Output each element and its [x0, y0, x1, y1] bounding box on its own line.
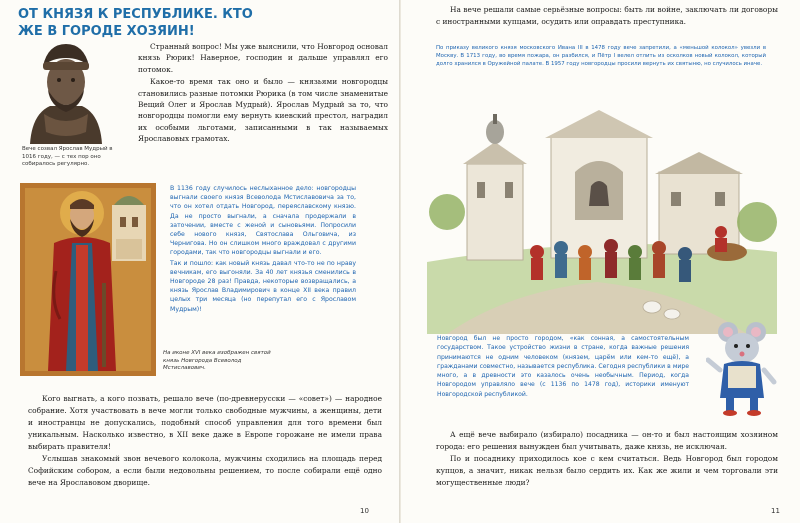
posadnik-paragraph: А ещё вече выбирало (избирало) посадника — он-то и был настоящим хозяином города: его решения вынужден был учитывать, даже князь, не исключая. — [436, 430, 778, 451]
blue-note-paragraph: Так и пошло: как новый князь давал что-то не по нраву вечникам, его выгоняли. За 40 лет князья сменились в Новгороде 28 раз! Правда, некоторые возвращались, а князь Ярослав Владимирович в конце XII века правил целых три месяца (но перепутал его с Ярославом Мудрым)! — [170, 259, 356, 313]
portrait-caption: Вече созвал Ярослав Мудрый в 1016 году, — с тех пор оно собиралось регулярно. — [22, 146, 113, 167]
veche-paragraph: Услышав знакомый звон вечевого колокола, мужчины сходились на площадь перед Софийским собором, а если были недовольны решением, то после собирали ещё одно вече на Ярославовом дворище. — [28, 454, 382, 487]
veche-paragraph: Кого выгнать, а кого позвать, решало вече (по-древнерусски — «совет») — народное собрание. Хотя участвовать в вече могли только свободные мужчины, а женщины, дети и иностранцы не допускались, подобный способ управления для того времени был уникальным. Насколько известно, в XII веке даже в Европе горожане не имели права выбирать правителя! — [28, 394, 382, 451]
blue-note-paragraph: В 1136 году случилось неслыханное дело: новгородцы выгнали своего князя Всеволода Мстиславовича за то, что он хотел отдать Новгород, переяславскому князю. Да не просто выгнали, а сначала продержали в заточении, вместе с женой и сыновьями. Попросили себе нового князя, Святослава Ольговича, из Чернигова. Но он слишком много враждовал с другими городами, так что новгородцы выгнали и его. — [170, 185, 356, 257]
intro-paragraph: Странный вопрос! Мы уже выяснили, что Новгород основал князь Рюрик! Наверное, господин и дальше управлял его потомок. — [138, 42, 388, 74]
veche-assembly-illustration — [427, 102, 777, 334]
intro-paragraph: Какое-то время так оно и было — князьями новгородцы становились разные потомки Рюрика (в том числе знаменитые Вещий Олег и Ярослав Мудрый). Ярослав Мудрый за то, что новгородцы помогли ему вернуть киевский престол, наградил их особыми льготами, записанными в так называемых Ярославовых грамотах. — [138, 77, 388, 144]
novgorod-republic-note: Новгород был не просто городом, «как сонная, а самостоятельным государством. Такое устройство жизни в стране, когда важные решения принимаются не одним человеком (князем, царём или кем-то ещё), а гражданами совместно, называется республика. Сегодня республики в мире много, а в древности это казалось очень необычным. Период, когда Новгородом управляло вече (с 1136 по 1478 год), историки именуют Новгородской республикой. — [437, 335, 689, 398]
ivan-iii-note: По приказу великого князя московского Ивана III в 1478 году вече запретили, а «меньшой колокол» увезли в Москву. В 1713 году, во время пожара, он разбился, и Пётр I велел отлить из осколков новый колокол, который долго хранился в Оружейной палате. В 1957 году новгородцы просили вернуть их святыню, но случилось иначе. — [436, 45, 766, 67]
posadnik-paragraph: По и посаднику приходилось кое с кем считаться. Ведь Новгород был городом купцов, а значит, никак нельзя было сердить их. Как же жили и чем торговали эти могущественные люди? — [436, 454, 778, 487]
intro-text — [138, 41, 388, 145]
veche-text — [28, 393, 382, 489]
blue-note-1136 — [170, 184, 356, 314]
left-page — [0, 0, 399, 523]
right-page — [401, 0, 800, 523]
page-number-right: 11 — [771, 507, 780, 515]
mouse-mascot-illustration — [706, 318, 778, 416]
icon-caption: На иконе XVI века изображен святой князь Новгорода Всеволод Мстиславович. — [163, 350, 271, 371]
veche-decisions-paragraph: На вече решали самые серьёзные вопросы: быть ли войне, заключать ли договоры с иностранными купцами, осудить или оправдать преступника. — [436, 5, 778, 26]
chapter-heading: ОТ КНЯЗЯ К РЕСПУБЛИКЕ. КТО ЖЕ В ГОРОДЕ ХОЗЯИН! — [18, 7, 253, 39]
page-number-left: 10 — [360, 507, 369, 515]
prince-icon-illustration — [20, 183, 156, 376]
yaroslav-bust-illustration — [24, 36, 108, 144]
veche-decisions-text — [436, 4, 778, 28]
posadnik-text — [436, 429, 778, 489]
